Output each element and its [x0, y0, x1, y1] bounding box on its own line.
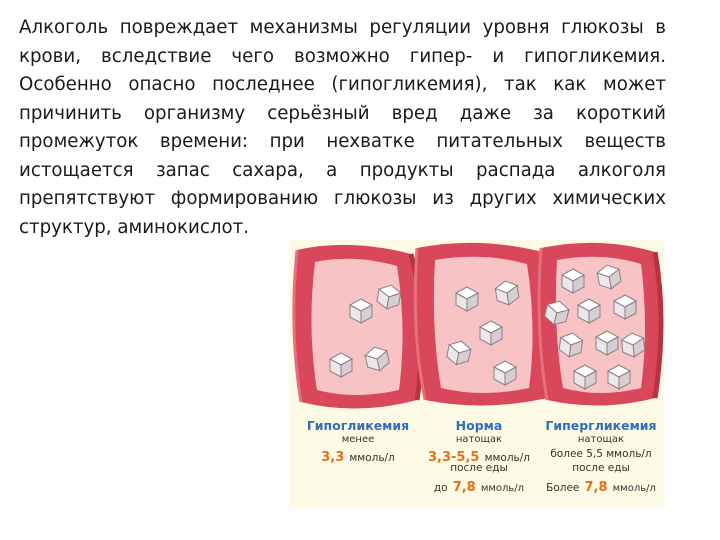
panel-after-meal-hyperglycemia: после еды [572, 462, 630, 474]
vessel-normal [415, 243, 552, 406]
blood-glucose-illustration [289, 240, 664, 508]
panel-after-meal-normal: после еды [450, 462, 508, 474]
panel-limit-hyperglycemia [539, 476, 663, 495]
limit-number: 7,8 [452, 480, 476, 495]
limit-unit: ммоль/л [480, 483, 525, 494]
vessel-hypoglycemia [294, 245, 422, 409]
panel-title-hypoglycemia: Гипогликемия [306, 418, 410, 433]
limit-unit: ммоль/л [612, 483, 656, 494]
panel-value-hypoglycemia [303, 446, 413, 465]
panel-qualifier-hyperglycemia: натощак [577, 434, 625, 445]
panel-limit-normal [419, 476, 539, 495]
range-unit: ммоль/л [484, 452, 530, 464]
panel-title-hyperglycemia: Гипергликемия [545, 418, 657, 433]
range-number: 3,3-5,5 [428, 450, 480, 465]
panel-qualifier-hypoglycemia: менее [341, 434, 375, 445]
panel-range-hyperglycemia: более 5,5 ммоль/л [550, 448, 652, 460]
limit-number: 7,8 [584, 480, 608, 495]
value-unit: ммоль/л [349, 452, 395, 464]
body-paragraph: Алкоголь повреждает механизмы регуляции уровня глюкозы в крови, вследствие чего возможно гипер- и гипогликемия. Особенно опасно последнее (гипогликемия), так как может причинить организму серьёзный вред даже за короткий промежуток времени: при нехватке питательных веществ истощается запас сахара, а продукты распада алкоголя препятствуют формированию глюкозы из других химических структур, аминокислот. [19, 17, 666, 238]
panel-qualifier-normal: натощак [455, 434, 503, 445]
limit-prefix: до [433, 482, 448, 494]
value-number: 3,3 [321, 450, 345, 465]
panel-title-normal: Норма [455, 418, 503, 433]
limit-prefix: Более [546, 482, 580, 494]
